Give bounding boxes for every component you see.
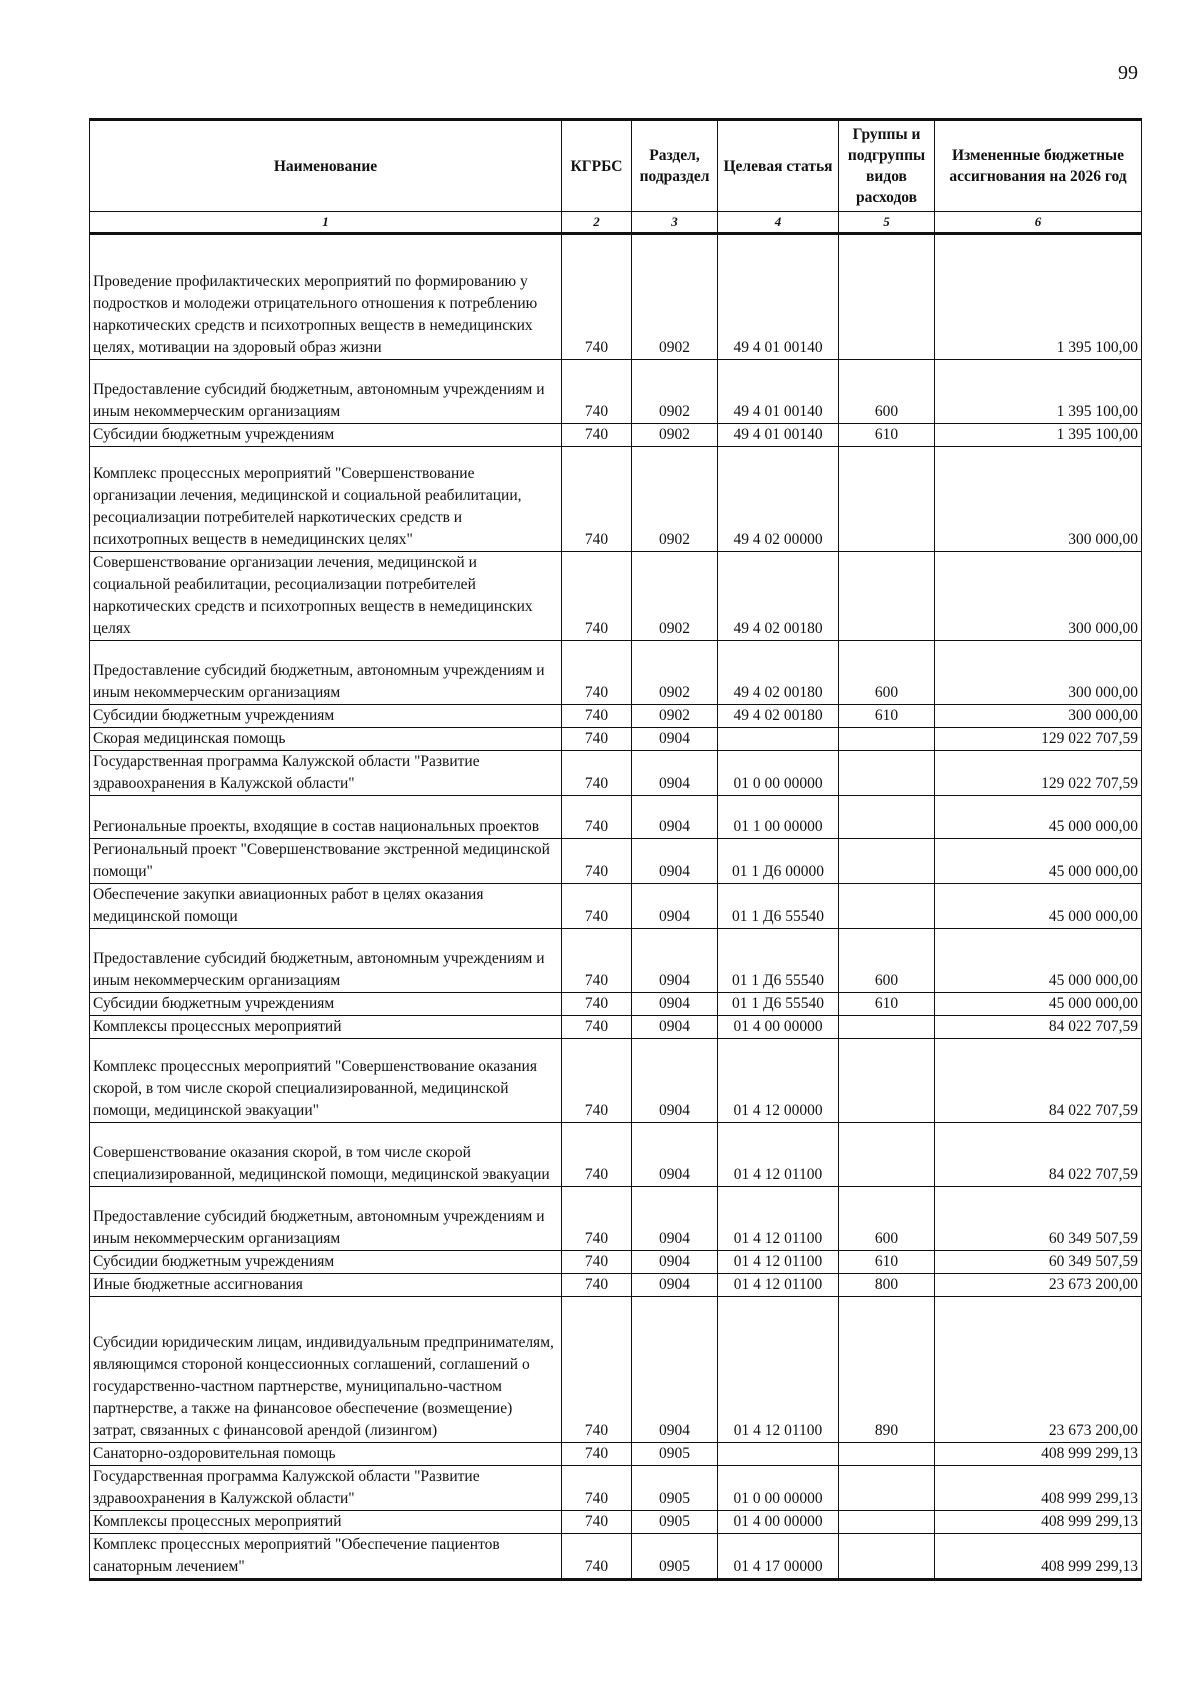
row-kgrbs: 740 <box>562 1039 632 1123</box>
row-statya: 01 4 12 01100 <box>718 1297 839 1443</box>
row-kgrbs: 740 <box>562 1297 632 1443</box>
row-sum: 45 000 000,00 <box>935 796 1142 839</box>
row-name: Государственная программа Калужской области "Развитие здравоохранения в Калужской области" <box>90 751 562 796</box>
row-vid: 600 <box>839 641 935 705</box>
row-razdel: 0904 <box>632 1187 718 1251</box>
row-vid <box>839 1443 935 1466</box>
row-kgrbs: 740 <box>562 751 632 796</box>
row-vid <box>839 234 935 360</box>
row-sum: 60 349 507,59 <box>935 1251 1142 1274</box>
row-sum: 408 999 299,13 <box>935 1466 1142 1511</box>
header-razdel: Раздел, подраздел <box>632 120 718 212</box>
row-razdel: 0902 <box>632 552 718 641</box>
row-vid <box>839 1466 935 1511</box>
row-statya <box>718 1443 839 1466</box>
row-vid <box>839 1511 935 1534</box>
row-statya: 01 1 00 00000 <box>718 796 839 839</box>
table-row <box>90 1511 1142 1534</box>
row-vid: 600 <box>839 929 935 993</box>
row-sum: 129 022 707,59 <box>935 751 1142 796</box>
table-row <box>90 1274 1142 1297</box>
row-name: Региональный проект "Совершенствование экстренной медицинской помощи" <box>90 839 562 884</box>
row-name: Субсидии бюджетным учреждениям <box>90 1251 562 1274</box>
row-name: Предоставление субсидий бюджетным, автономным учреждениям и иным некоммерческим организациям <box>90 1187 562 1251</box>
column-number: 1 <box>90 212 562 234</box>
row-kgrbs: 740 <box>562 360 632 424</box>
row-razdel: 0902 <box>632 424 718 447</box>
table-row <box>90 360 1142 424</box>
row-vid <box>839 447 935 552</box>
row-sum: 408 999 299,13 <box>935 1443 1142 1466</box>
row-statya: 49 4 01 00140 <box>718 424 839 447</box>
table-row <box>90 884 1142 929</box>
row-vid: 890 <box>839 1297 935 1443</box>
row-name: Совершенствование оказания скорой, в том числе скорой специализированной, медицинской помощи, медицинской эвакуации <box>90 1123 562 1187</box>
row-vid <box>839 552 935 641</box>
row-razdel: 0904 <box>632 1274 718 1297</box>
row-vid <box>839 1016 935 1039</box>
row-sum: 60 349 507,59 <box>935 1187 1142 1251</box>
row-kgrbs: 740 <box>562 234 632 360</box>
row-vid <box>839 1123 935 1187</box>
row-kgrbs: 740 <box>562 1534 632 1580</box>
row-statya: 01 4 17 00000 <box>718 1534 839 1580</box>
table-body <box>90 234 1142 1580</box>
row-kgrbs: 740 <box>562 929 632 993</box>
row-statya: 49 4 02 00180 <box>718 705 839 728</box>
row-kgrbs: 740 <box>562 1016 632 1039</box>
row-razdel: 0904 <box>632 993 718 1016</box>
row-name: Государственная программа Калужской области "Развитие здравоохранения в Калужской области" <box>90 1466 562 1511</box>
row-statya: 49 4 02 00180 <box>718 641 839 705</box>
row-statya: 49 4 01 00140 <box>718 234 839 360</box>
row-kgrbs: 740 <box>562 1466 632 1511</box>
row-kgrbs: 740 <box>562 705 632 728</box>
column-number: 5 <box>839 212 935 234</box>
budget-table <box>89 118 1142 1581</box>
table-row <box>90 1123 1142 1187</box>
row-name: Региональные проекты, входящие в состав национальных проектов <box>90 796 562 839</box>
row-name: Субсидии бюджетным учреждениям <box>90 993 562 1016</box>
row-razdel: 0905 <box>632 1534 718 1580</box>
row-sum: 1 395 100,00 <box>935 234 1142 360</box>
row-razdel: 0905 <box>632 1443 718 1466</box>
header-name: Наименование <box>90 120 562 212</box>
row-name: Предоставление субсидий бюджетным, автономным учреждениям и иным некоммерческим организациям <box>90 929 562 993</box>
row-name: Иные бюджетные ассигнования <box>90 1274 562 1297</box>
table-row <box>90 1187 1142 1251</box>
row-vid <box>839 1534 935 1580</box>
row-statya: 01 1 Д6 55540 <box>718 929 839 993</box>
row-sum: 45 000 000,00 <box>935 993 1142 1016</box>
row-razdel: 0904 <box>632 1039 718 1123</box>
row-razdel: 0904 <box>632 751 718 796</box>
row-razdel: 0904 <box>632 1123 718 1187</box>
table-row <box>90 751 1142 796</box>
row-razdel: 0904 <box>632 1251 718 1274</box>
table-row <box>90 1297 1142 1443</box>
row-sum: 300 000,00 <box>935 705 1142 728</box>
row-kgrbs: 740 <box>562 447 632 552</box>
row-kgrbs: 740 <box>562 552 632 641</box>
table-row <box>90 929 1142 993</box>
row-vid: 610 <box>839 993 935 1016</box>
row-name: Санаторно-оздоровительная помощь <box>90 1443 562 1466</box>
row-statya: 01 1 Д6 55540 <box>718 993 839 1016</box>
row-sum: 23 673 200,00 <box>935 1274 1142 1297</box>
row-vid <box>839 839 935 884</box>
column-number: 3 <box>632 212 718 234</box>
row-razdel: 0902 <box>632 234 718 360</box>
row-name: Совершенствование организации лечения, медицинской и социальной реабилитации, ресоциализации потребителей наркотических средств и психотропных веществ в немедицинских целях <box>90 552 562 641</box>
row-sum: 300 000,00 <box>935 641 1142 705</box>
row-vid: 610 <box>839 1251 935 1274</box>
row-name: Субсидии юридическим лицам, индивидуальным предпринимателям, являющимся стороной концессионных соглашений, соглашений о государственно-частном партнерстве, муниципально-частном партнерстве, а также на финансовое обеспечение (возмещение) затрат, связанных с финансовой арендой (лизингом) <box>90 1297 562 1443</box>
row-sum: 300 000,00 <box>935 447 1142 552</box>
row-vid <box>839 796 935 839</box>
header-sum: Измененные бюджетные ассигнования на 2026 год <box>935 120 1142 212</box>
column-number: 6 <box>935 212 1142 234</box>
table-row <box>90 1016 1142 1039</box>
row-kgrbs: 740 <box>562 728 632 751</box>
table-row <box>90 641 1142 705</box>
row-name: Комплекс процессных мероприятий "Совершенствование оказания скорой, в том числе скорой специализированной, медицинской помощи, медицинской эвакуации" <box>90 1039 562 1123</box>
row-statya: 49 4 02 00000 <box>718 447 839 552</box>
row-vid <box>839 1039 935 1123</box>
row-kgrbs: 740 <box>562 1511 632 1534</box>
row-statya: 49 4 01 00140 <box>718 360 839 424</box>
budget-table-container <box>89 118 1141 1581</box>
row-name: Комплексы процессных мероприятий <box>90 1511 562 1534</box>
table-header-row <box>90 120 1142 212</box>
table-row <box>90 1466 1142 1511</box>
row-kgrbs: 740 <box>562 641 632 705</box>
table-row <box>90 839 1142 884</box>
table-row <box>90 1443 1142 1466</box>
page-number: 99 <box>1118 62 1138 84</box>
table-row <box>90 424 1142 447</box>
row-sum: 45 000 000,00 <box>935 839 1142 884</box>
row-sum: 129 022 707,59 <box>935 728 1142 751</box>
row-kgrbs: 740 <box>562 1274 632 1297</box>
row-kgrbs: 740 <box>562 1251 632 1274</box>
row-sum: 84 022 707,59 <box>935 1016 1142 1039</box>
row-name: Комплекс процессных мероприятий "Совершенствование организации лечения, медицинской и социальной реабилитации, ресоциализации потребителей наркотических средств и психотропных веществ в немедицинских целях" <box>90 447 562 552</box>
row-sum: 23 673 200,00 <box>935 1297 1142 1443</box>
column-number: 4 <box>718 212 839 234</box>
row-statya: 01 4 00 00000 <box>718 1016 839 1039</box>
row-sum: 1 395 100,00 <box>935 360 1142 424</box>
row-razdel: 0904 <box>632 929 718 993</box>
row-name: Скорая медицинская помощь <box>90 728 562 751</box>
row-razdel: 0905 <box>632 1466 718 1511</box>
row-vid: 600 <box>839 360 935 424</box>
row-name: Комплекс процессных мероприятий "Обеспечение пациентов санаторным лечением" <box>90 1534 562 1580</box>
row-vid: 610 <box>839 705 935 728</box>
row-statya: 01 0 00 00000 <box>718 1466 839 1511</box>
row-statya: 01 0 00 00000 <box>718 751 839 796</box>
row-razdel: 0904 <box>632 1016 718 1039</box>
row-kgrbs: 740 <box>562 839 632 884</box>
table-row <box>90 993 1142 1016</box>
row-statya: 01 4 12 01100 <box>718 1187 839 1251</box>
row-vid <box>839 728 935 751</box>
header-statya: Целевая статья <box>718 120 839 212</box>
table-row <box>90 705 1142 728</box>
row-name: Предоставление субсидий бюджетным, автономным учреждениям и иным некоммерческим организациям <box>90 360 562 424</box>
row-statya: 01 4 12 01100 <box>718 1274 839 1297</box>
table-row <box>90 796 1142 839</box>
row-razdel: 0904 <box>632 884 718 929</box>
row-razdel: 0902 <box>632 360 718 424</box>
row-name: Комплексы процессных мероприятий <box>90 1016 562 1039</box>
column-numbers-row <box>90 212 1142 234</box>
row-sum: 408 999 299,13 <box>935 1534 1142 1580</box>
row-name: Предоставление субсидий бюджетным, автономным учреждениям и иным некоммерческим организациям <box>90 641 562 705</box>
row-razdel: 0904 <box>632 1297 718 1443</box>
table-row <box>90 447 1142 552</box>
row-razdel: 0905 <box>632 1511 718 1534</box>
row-kgrbs: 740 <box>562 993 632 1016</box>
row-kgrbs: 740 <box>562 796 632 839</box>
row-vid: 600 <box>839 1187 935 1251</box>
table-row <box>90 728 1142 751</box>
row-kgrbs: 740 <box>562 1123 632 1187</box>
row-vid <box>839 884 935 929</box>
row-statya <box>718 728 839 751</box>
header-kgrbs: КГРБС <box>562 120 632 212</box>
row-razdel: 0902 <box>632 447 718 552</box>
header-vid: Группы и подгруппы видов расходов <box>839 120 935 212</box>
row-vid: 800 <box>839 1274 935 1297</box>
row-name: Обеспечение закупки авиационных работ в целях оказания медицинской помощи <box>90 884 562 929</box>
row-sum: 45 000 000,00 <box>935 884 1142 929</box>
row-vid <box>839 751 935 796</box>
table-row <box>90 1251 1142 1274</box>
row-name: Субсидии бюджетным учреждениям <box>90 424 562 447</box>
row-vid: 610 <box>839 424 935 447</box>
row-sum: 300 000,00 <box>935 552 1142 641</box>
row-kgrbs: 740 <box>562 1187 632 1251</box>
row-razdel: 0902 <box>632 705 718 728</box>
table-row <box>90 552 1142 641</box>
row-sum: 408 999 299,13 <box>935 1511 1142 1534</box>
row-kgrbs: 740 <box>562 884 632 929</box>
row-kgrbs: 740 <box>562 424 632 447</box>
row-statya: 01 4 00 00000 <box>718 1511 839 1534</box>
row-statya: 01 1 Д6 00000 <box>718 839 839 884</box>
row-name: Субсидии бюджетным учреждениям <box>90 705 562 728</box>
row-razdel: 0902 <box>632 641 718 705</box>
row-sum: 84 022 707,59 <box>935 1039 1142 1123</box>
table-row <box>90 1534 1142 1580</box>
row-sum: 45 000 000,00 <box>935 929 1142 993</box>
row-razdel: 0904 <box>632 839 718 884</box>
row-statya: 01 4 12 01100 <box>718 1123 839 1187</box>
row-sum: 1 395 100,00 <box>935 424 1142 447</box>
column-number: 2 <box>562 212 632 234</box>
row-razdel: 0904 <box>632 796 718 839</box>
table-row <box>90 1039 1142 1123</box>
row-name: Проведение профилактических мероприятий по формированию у подростков и молодежи отрицательного отношения к потреблению наркотических средств и психотропных веществ в немедицинских целях, мотивации на здоровый образ жизни <box>90 234 562 360</box>
row-statya: 01 4 12 00000 <box>718 1039 839 1123</box>
row-statya: 49 4 02 00180 <box>718 552 839 641</box>
table-row <box>90 234 1142 360</box>
row-statya: 01 4 12 01100 <box>718 1251 839 1274</box>
row-statya: 01 1 Д6 55540 <box>718 884 839 929</box>
row-kgrbs: 740 <box>562 1443 632 1466</box>
row-sum: 84 022 707,59 <box>935 1123 1142 1187</box>
row-razdel: 0904 <box>632 728 718 751</box>
